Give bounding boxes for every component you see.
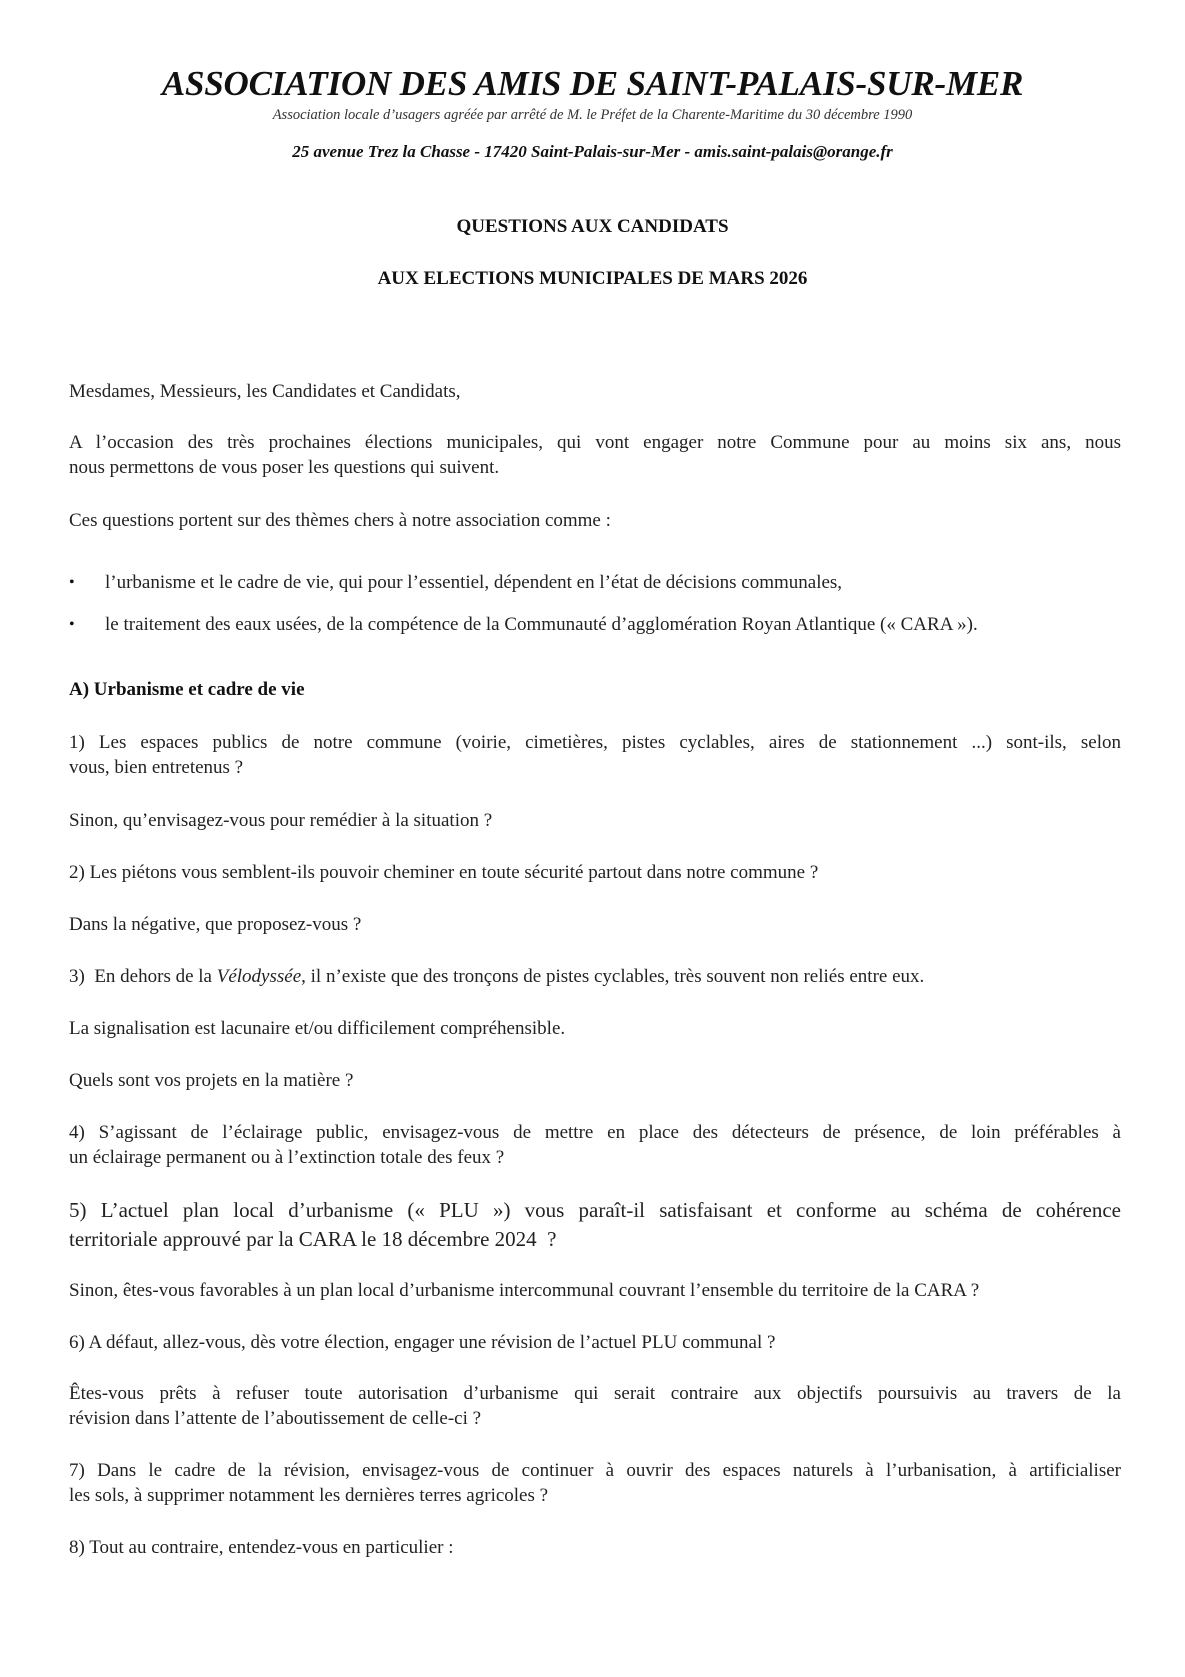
question-4 bbox=[69, 1120, 1121, 1170]
bullet-icon: • bbox=[69, 574, 75, 591]
question-5-line2: territoriale approuvé par la CARA le 18 décembre 2024 ? bbox=[69, 1227, 557, 1251]
question-4-line2: un éclairage permanent ou à l’extinction totale des feux ? bbox=[69, 1147, 505, 1168]
association-subtitle: Association locale d’usagers agréée par arrêté de M. le Préfet de la Charente-Maritime du 30 décembre 1990 bbox=[272, 107, 913, 123]
section-a-title: A) Urbanisme et cadre de vie bbox=[69, 679, 305, 700]
intro-paragraph bbox=[69, 430, 1121, 480]
question-3-suffix: , il n’existe que des tronçons de pistes cyclables, très souvent non reliés entre eux. bbox=[301, 966, 925, 987]
question-3 bbox=[69, 964, 924, 989]
question-1-line2: vous, bien entretenus ? bbox=[69, 757, 244, 778]
association-title: ASSOCIATION DES AMIS DE SAINT-PALAIS-SUR-MER bbox=[161, 64, 1024, 103]
question-8: 8) Tout au contraire, entendez-vous en particulier : bbox=[69, 1537, 454, 1558]
question-3-followup-1: La signalisation est lacunaire et/ou difficilement compréhensible. bbox=[69, 1018, 566, 1039]
question-5-line1: 5) L’actuel plan local d’urbanisme (« PLU ») vous paraît-il satisfaisant et conforme au schéma de cohérence bbox=[69, 1198, 1121, 1222]
question-2-followup: Dans la négative, que proposez-vous ? bbox=[69, 914, 362, 935]
document-heading-line2: AUX ELECTIONS MUNICIPALES DE MARS 2026 bbox=[377, 268, 808, 289]
association-address: 25 avenue Trez la Chasse - 17420 Saint-Palais-sur-Mer - amis.saint-palais@orange.fr bbox=[292, 142, 893, 161]
question-4-line1: 4) S’agissant de l’éclairage public, envisagez-vous de mettre en place des détecteurs de présence, de loin préférables à bbox=[69, 1122, 1121, 1143]
question-5-followup: Sinon, êtes-vous favorables à un plan local d’urbanisme intercommunal couvrant l’ensemble du territoire de la CARA ? bbox=[69, 1280, 980, 1301]
intro-paragraph-line2: nous permettons de vous poser les questions qui suivent. bbox=[69, 457, 500, 478]
question-2: 2) Les piétons vous semblent-ils pouvoir cheminer en toute sécurité partout dans notre commune ? bbox=[69, 862, 819, 883]
velodyssee-name: Vélodyssée bbox=[216, 966, 302, 987]
question-7-line2: les sols, à supprimer notamment les dernières terres agricoles ? bbox=[69, 1485, 549, 1506]
question-6-followup bbox=[69, 1381, 1121, 1431]
theme-item-text: l’urbanisme et le cadre de vie, qui pour l’essentiel, dépendent en l’état de décisions communales, bbox=[105, 572, 843, 593]
question-3-prefix: 3) En dehors de la bbox=[69, 966, 217, 987]
question-1-line1: 1) Les espaces publics de notre commune (voirie, cimetières, pistes cyclables, aires de stationnement ...) sont-ils, selon bbox=[69, 732, 1121, 753]
intro-paragraph-line1: A l’occasion des très prochaines élections municipales, qui vont engager notre Commune pour au moins six ans, nous bbox=[69, 432, 1121, 453]
question-1 bbox=[69, 730, 1121, 780]
themes-intro: Ces questions portent sur des thèmes chers à notre association comme : bbox=[69, 510, 611, 531]
question-7-line1: 7) Dans le cadre de la révision, envisagez-vous de continuer à ouvrir des espaces naturels à l’urbanisation, à artificialiser bbox=[69, 1460, 1121, 1481]
question-6: 6) A défaut, allez-vous, dès votre élection, engager une révision de l’actuel PLU communal ? bbox=[69, 1332, 776, 1353]
document-heading-line1: QUESTIONS AUX CANDIDATS bbox=[456, 216, 729, 237]
question-5 bbox=[69, 1196, 1121, 1254]
question-6-followup-line2: révision dans l’attente de l’aboutissement de celle-ci ? bbox=[69, 1408, 482, 1429]
question-1-followup: Sinon, qu’envisagez-vous pour remédier à la situation ? bbox=[69, 810, 493, 831]
bullet-icon: • bbox=[69, 616, 75, 633]
theme-item-text: le traitement des eaux usées, de la compétence de la Communauté d’agglomération Royan Atlantique (« CARA »). bbox=[105, 614, 978, 635]
question-3-followup-2: Quels sont vos projets en la matière ? bbox=[69, 1070, 354, 1091]
question-7 bbox=[69, 1458, 1121, 1508]
question-6-followup-line1: Êtes-vous prêts à refuser toute autorisation d’urbanisme qui serait contraire aux objectifs poursuivis au travers de la bbox=[69, 1383, 1121, 1404]
salutation: Mesdames, Messieurs, les Candidates et Candidats, bbox=[69, 381, 461, 402]
